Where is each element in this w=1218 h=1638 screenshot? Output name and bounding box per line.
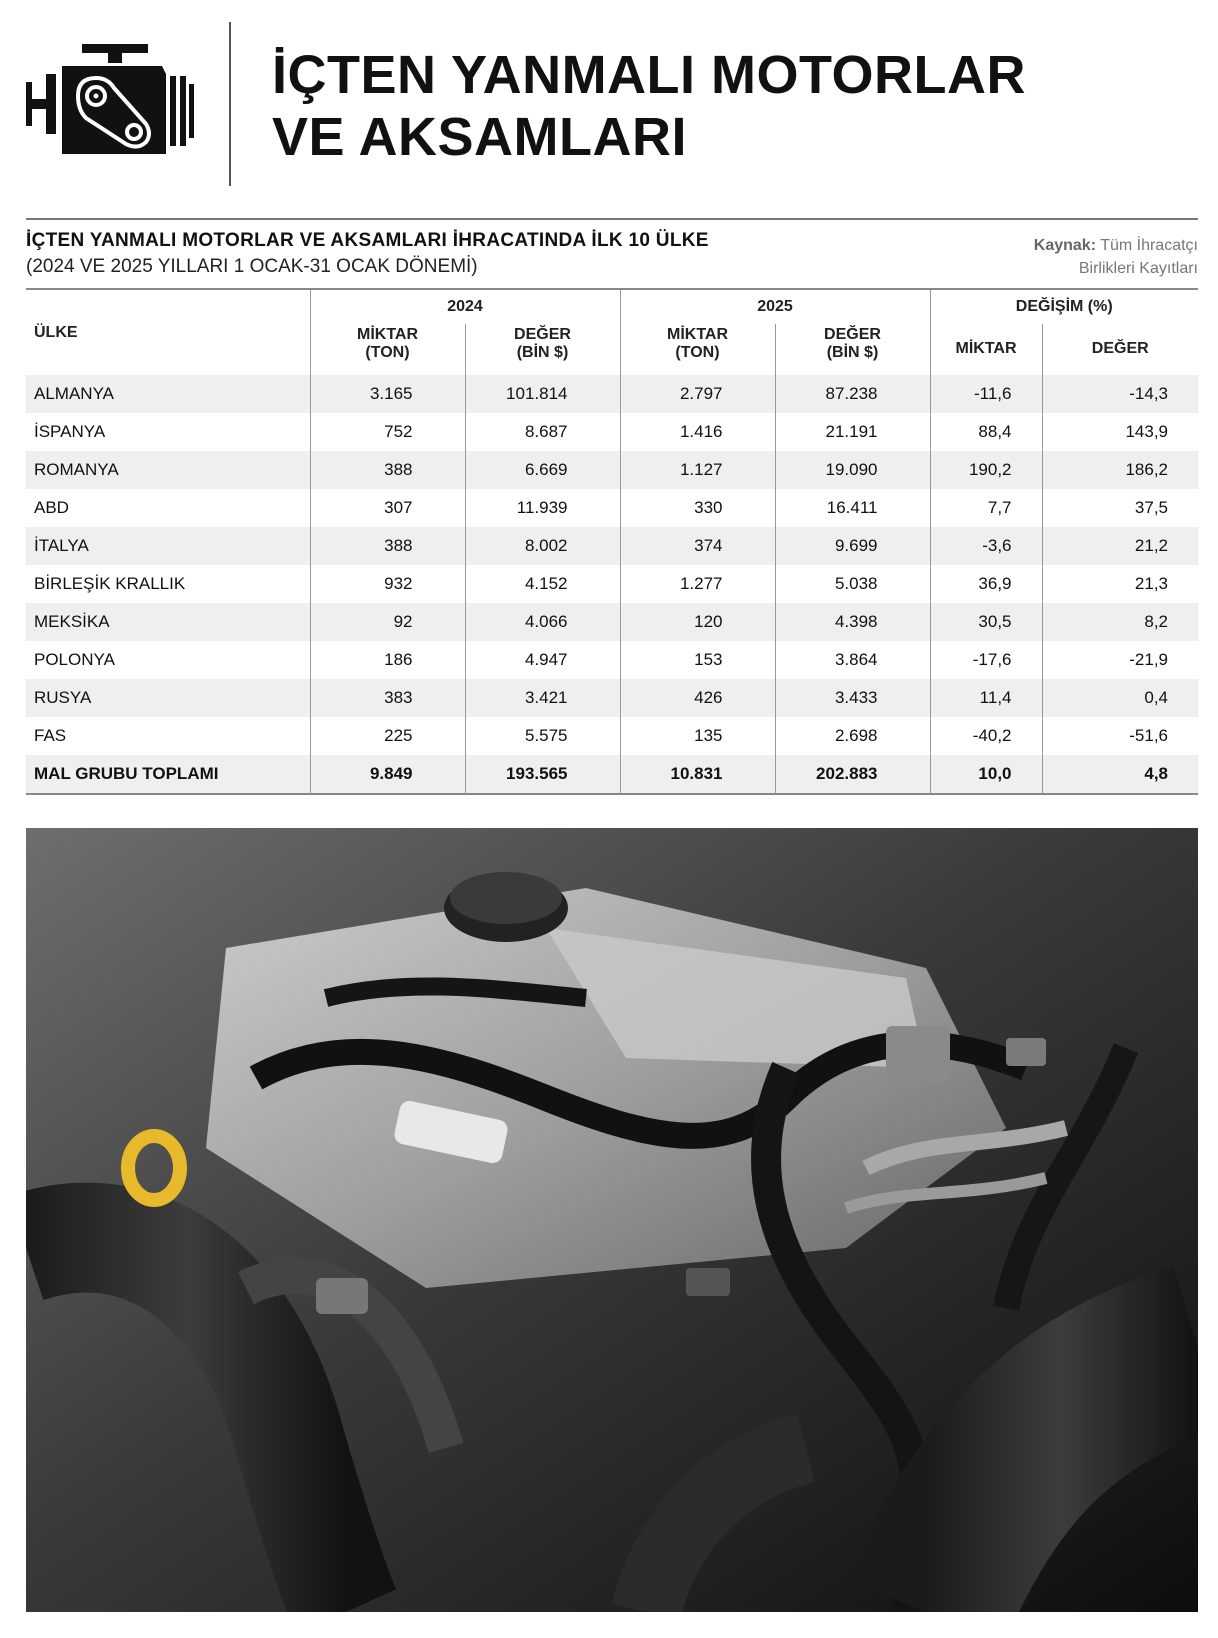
cell-change-val: 37,5 bbox=[1042, 489, 1198, 527]
table-title: İÇTEN YANMALI MOTORLAR VE AKSAMLARI İHRACATINDA İLK 10 ÜLKE bbox=[26, 230, 709, 251]
table-row bbox=[26, 603, 1198, 641]
cell-val-2025: 87.238 bbox=[775, 375, 930, 413]
header-change-val: DEĞER bbox=[1042, 324, 1198, 375]
cell-change-val: 186,2 bbox=[1042, 451, 1198, 489]
cell-val-2024: 6.669 bbox=[465, 451, 620, 489]
cell-country: RUSYA bbox=[26, 679, 310, 717]
cell-val-2025: 16.411 bbox=[775, 489, 930, 527]
cell-change-qty: -3,6 bbox=[930, 527, 1042, 565]
table-row bbox=[26, 413, 1198, 451]
cell-change-qty: 36,9 bbox=[930, 565, 1042, 603]
cell-val-2025: 4.398 bbox=[775, 603, 930, 641]
cell-change-qty: 7,7 bbox=[930, 489, 1042, 527]
page-title-line-1: İÇTEN YANMALI MOTORLAR bbox=[272, 45, 1027, 105]
cell-country: MEKSİKA bbox=[26, 603, 310, 641]
cell-val-2025: 3.433 bbox=[775, 679, 930, 717]
table-row bbox=[26, 527, 1198, 565]
cell-qty-2024: 186 bbox=[310, 641, 465, 679]
cell-qty-2025: 1.416 bbox=[620, 413, 775, 451]
cell-country: POLONYA bbox=[26, 641, 310, 679]
cell-country: ALMANYA bbox=[26, 375, 310, 413]
table-row bbox=[26, 489, 1198, 527]
header-qty-2024: MİKTAR (TON) bbox=[310, 324, 465, 375]
cell-qty-2024: 3.165 bbox=[310, 375, 465, 413]
source-label: Kaynak: bbox=[1033, 237, 1097, 254]
cell-qty-2025: 1.277 bbox=[620, 565, 775, 603]
table-row bbox=[26, 641, 1198, 679]
cell-qty-2024: 92 bbox=[310, 603, 465, 641]
header-country: ÜLKE bbox=[34, 324, 78, 341]
cell-val-2024: 11.939 bbox=[465, 489, 620, 527]
cell-qty-2024: 388 bbox=[310, 451, 465, 489]
cell-country: BİRLEŞİK KRALLIK bbox=[26, 565, 310, 603]
cell-qty-2024: 225 bbox=[310, 717, 465, 755]
table-row bbox=[26, 375, 1198, 413]
total-val-2025: 202.883 bbox=[775, 755, 930, 794]
engine-icon bbox=[26, 44, 194, 162]
table-row bbox=[26, 451, 1198, 489]
header-qty-2025: MİKTAR (TON) bbox=[620, 324, 775, 375]
table-row bbox=[26, 679, 1198, 717]
header-year-2025: 2025 bbox=[620, 289, 930, 324]
cell-qty-2025: 2.797 bbox=[620, 375, 775, 413]
page-header bbox=[0, 0, 1218, 200]
total-qty-2024: 9.849 bbox=[310, 755, 465, 794]
cell-val-2025: 21.191 bbox=[775, 413, 930, 451]
cell-qty-2025: 374 bbox=[620, 527, 775, 565]
export-table bbox=[26, 288, 1198, 795]
table-row bbox=[26, 717, 1198, 755]
cell-val-2024: 5.575 bbox=[465, 717, 620, 755]
cell-qty-2024: 307 bbox=[310, 489, 465, 527]
cell-change-val: 21,2 bbox=[1042, 527, 1198, 565]
cell-val-2024: 8.687 bbox=[465, 413, 620, 451]
cell-change-val: 0,4 bbox=[1042, 679, 1198, 717]
cell-qty-2025: 1.127 bbox=[620, 451, 775, 489]
cell-val-2024: 8.002 bbox=[465, 527, 620, 565]
cell-val-2025: 9.699 bbox=[775, 527, 930, 565]
header-val-2025: DEĞER (BİN $) bbox=[775, 324, 930, 375]
header-divider bbox=[229, 22, 231, 186]
cell-change-qty: -17,6 bbox=[930, 641, 1042, 679]
source-text-2: Birlikleri Kayıtları bbox=[1078, 260, 1198, 277]
table-row bbox=[26, 565, 1198, 603]
cell-val-2025: 5.038 bbox=[775, 565, 930, 603]
table-body bbox=[26, 375, 1198, 794]
cell-qty-2025: 330 bbox=[620, 489, 775, 527]
cell-change-qty: -11,6 bbox=[930, 375, 1042, 413]
cell-change-qty: 30,5 bbox=[930, 603, 1042, 641]
cell-qty-2025: 153 bbox=[620, 641, 775, 679]
cell-change-qty: 190,2 bbox=[930, 451, 1042, 489]
cell-change-val: -51,6 bbox=[1042, 717, 1198, 755]
cell-country: İSPANYA bbox=[26, 413, 310, 451]
header-change: DEĞİŞİM (%) bbox=[930, 289, 1198, 324]
total-qty-2025: 10.831 bbox=[620, 755, 775, 794]
cell-qty-2024: 752 bbox=[310, 413, 465, 451]
cell-val-2024: 4.066 bbox=[465, 603, 620, 641]
cell-change-val: 143,9 bbox=[1042, 413, 1198, 451]
cell-qty-2024: 388 bbox=[310, 527, 465, 565]
cell-country: FAS bbox=[26, 717, 310, 755]
cell-val-2024: 3.421 bbox=[465, 679, 620, 717]
cell-change-val: -21,9 bbox=[1042, 641, 1198, 679]
cell-change-qty: 11,4 bbox=[930, 679, 1042, 717]
cell-val-2024: 4.947 bbox=[465, 641, 620, 679]
header-year-2024: 2024 bbox=[310, 289, 620, 324]
cell-country: ABD bbox=[26, 489, 310, 527]
source-note bbox=[1034, 234, 1198, 280]
cell-qty-2025: 135 bbox=[620, 717, 775, 755]
cell-country: ROMANYA bbox=[26, 451, 310, 489]
total-val-2024: 193.565 bbox=[465, 755, 620, 794]
cell-country: İTALYA bbox=[26, 527, 310, 565]
engine-bay-photo bbox=[26, 828, 1198, 1612]
total-change-val: 4,8 bbox=[1042, 755, 1198, 794]
cell-val-2024: 101.814 bbox=[465, 375, 620, 413]
total-label: MAL GRUBU TOPLAMI bbox=[26, 755, 310, 794]
header-val-2024: DEĞER (BİN $) bbox=[465, 324, 620, 375]
cell-change-qty: 88,4 bbox=[930, 413, 1042, 451]
cell-qty-2024: 383 bbox=[310, 679, 465, 717]
cell-change-val: 8,2 bbox=[1042, 603, 1198, 641]
cell-val-2025: 19.090 bbox=[775, 451, 930, 489]
table-top-rule bbox=[26, 218, 1198, 220]
cell-qty-2024: 932 bbox=[310, 565, 465, 603]
table-subtitle: (2024 VE 2025 YILLARI 1 OCAK-31 OCAK DÖNEMİ) bbox=[26, 256, 478, 277]
cell-val-2025: 2.698 bbox=[775, 717, 930, 755]
header-change-qty: MİKTAR bbox=[930, 324, 1042, 375]
source-text-1: Tüm İhracatçı bbox=[1100, 237, 1198, 254]
table-total-row bbox=[26, 755, 1198, 794]
cell-change-val: 21,3 bbox=[1042, 565, 1198, 603]
cell-change-qty: -40,2 bbox=[930, 717, 1042, 755]
cell-change-val: -14,3 bbox=[1042, 375, 1198, 413]
cell-val-2025: 3.864 bbox=[775, 641, 930, 679]
cell-val-2024: 4.152 bbox=[465, 565, 620, 603]
total-change-qty: 10,0 bbox=[930, 755, 1042, 794]
page-title-line-2: VE AKSAMLARI bbox=[272, 107, 688, 167]
cell-qty-2025: 120 bbox=[620, 603, 775, 641]
cell-qty-2025: 426 bbox=[620, 679, 775, 717]
page-title bbox=[272, 44, 1026, 168]
